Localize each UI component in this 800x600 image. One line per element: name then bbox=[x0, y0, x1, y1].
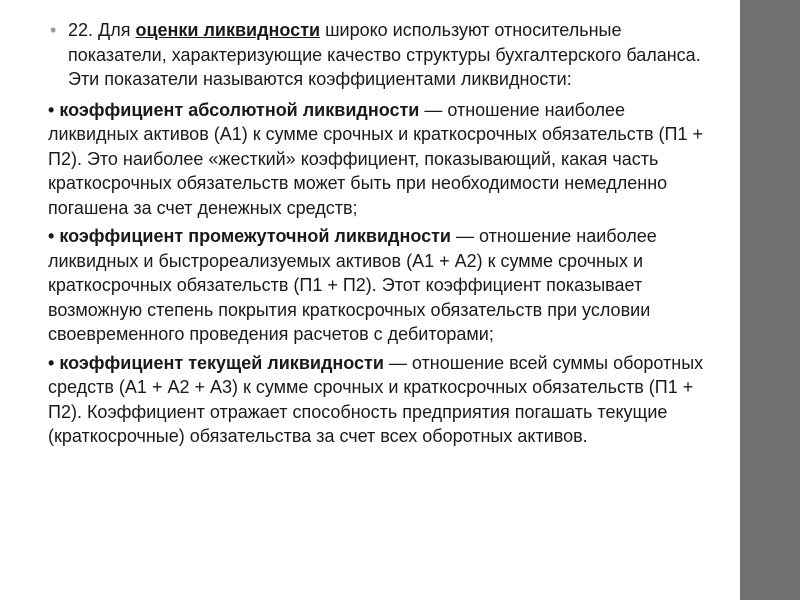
side-band bbox=[740, 0, 800, 600]
bullet-icon: • bbox=[48, 352, 55, 373]
current-liquidity-text: — отношение всей суммы оборотных средств (А1 + А2 + А3) к сумме срочных и краткосрочных обязательств (П1 + П2). Коэффициент отражает способность предприятия погашать текущие (краткосрочные) обязательства за счет всех оборотных активов. bbox=[48, 352, 704, 446]
current-liquidity-term: коэффициент текущей ликвидности bbox=[59, 352, 384, 373]
bullet-icon: • bbox=[48, 99, 55, 120]
current-liquidity-paragraph bbox=[48, 351, 718, 449]
absolute-liquidity-paragraph bbox=[48, 98, 718, 221]
intro-term: оценки ликвидности bbox=[135, 20, 321, 40]
absolute-liquidity-text: — отношение наиболее ликвидных активов (А1) к сумме срочных и краткосрочных обязательств (П1 + П2). Это наиболее «жесткий» коэффициент, показывающий, какая часть краткосрочных обязательств может быть при необходимости немедленно погашена за счет денежных средств; bbox=[48, 99, 703, 218]
slide-content bbox=[48, 18, 718, 453]
quick-liquidity-paragraph bbox=[48, 224, 718, 347]
quick-liquidity-text: — отношение наиболее ликвидных и быстрореализуемых активов (А1 + А2) к сумме срочных и краткосрочных обязательств (П1 + П2). Этот коэффициент показывает возможную степень покрытия краткосрочных обязательств при условии своевременного проведения расчетов с дебиторами; bbox=[48, 226, 657, 344]
intro-paragraph bbox=[48, 18, 718, 92]
quick-liquidity-term: коэффициент промежуточной ликвидности bbox=[59, 226, 451, 246]
bullet-icon: • bbox=[48, 226, 55, 246]
intro-number: 22. Для bbox=[68, 20, 136, 40]
bullet-icon: • bbox=[50, 20, 57, 40]
absolute-liquidity-term: коэффициент абсолютной ликвидности bbox=[59, 99, 420, 120]
intro-text: широко используют относительные показатели, характеризующие качество структуры бухгалтерского баланса. Эти показатели называются коэффициентами ликвидности: bbox=[68, 20, 701, 89]
